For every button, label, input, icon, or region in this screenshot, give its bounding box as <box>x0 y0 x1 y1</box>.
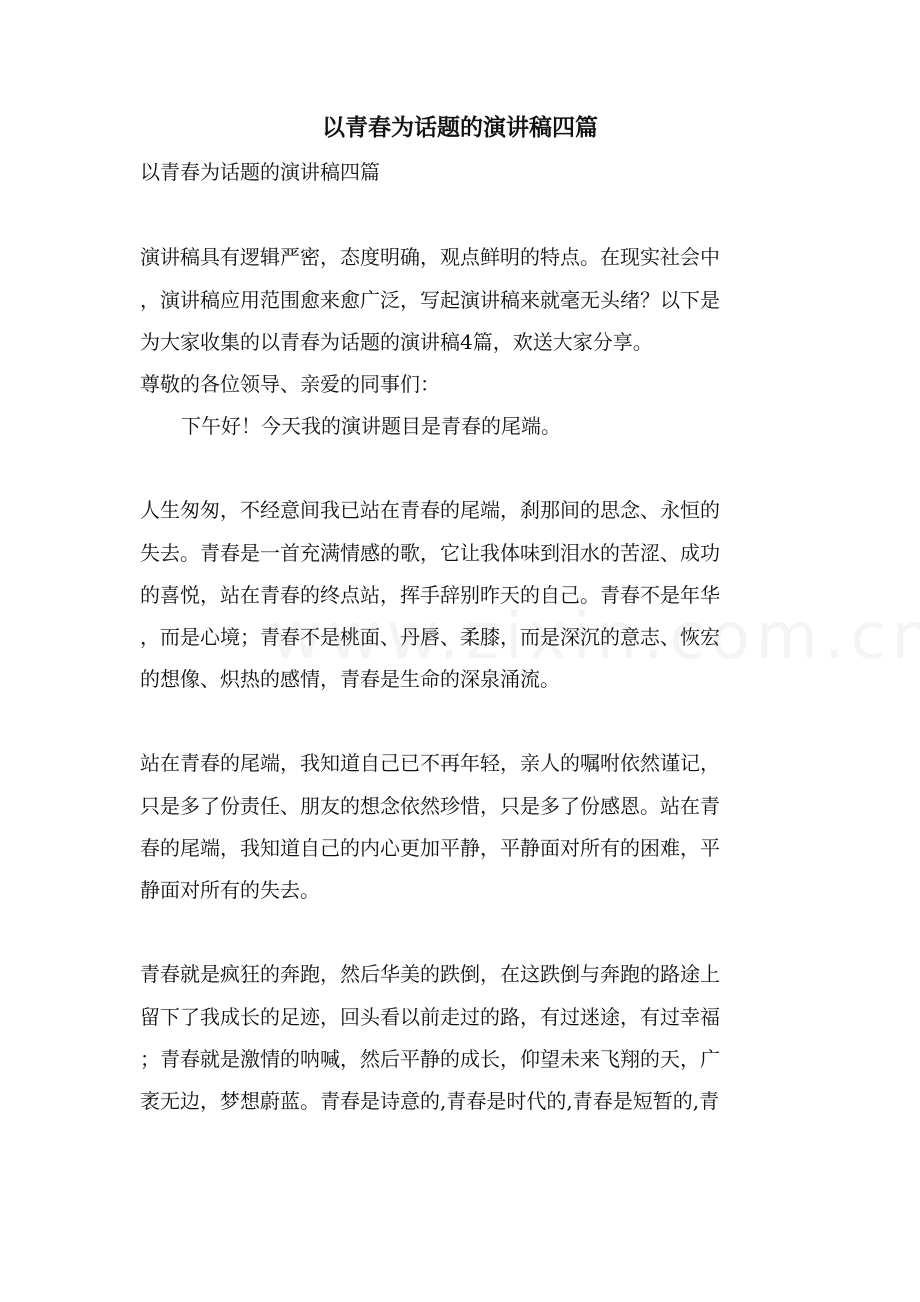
paragraph-line: 春的尾端，我知道自己的内心更加平静，平静面对所有的困难，平 <box>140 836 720 860</box>
paragraph-line: 静面对所有的失去。 <box>140 878 320 902</box>
paragraph-line: 的喜悦，站在青春的终点站，挥手辞别昨天的自己。青春不是年华 <box>140 583 720 607</box>
document-title: 以青春为话题的演讲稿四篇 <box>322 114 598 141</box>
paragraph-line: ，演讲稿应用范围愈来愈广泛，写起演讲稿来就毫无头绪？以下是 <box>140 288 720 312</box>
paragraph-line: 的想像、炽热的感情，青春是生命的深泉涌流。 <box>140 667 560 691</box>
paragraph-line: 人生匆匆，不经意间我已站在青春的尾端，刹那间的思念、永恒的 <box>140 498 720 522</box>
paragraph-line: 青春就是疯狂的奔跑，然后华美的跌倒，在这跌倒与奔跑的路途上 <box>140 962 720 986</box>
paragraph-line: 站在青春的尾端，我知道自己已不再年轻，亲人的嘱咐依然谨记， <box>140 751 720 775</box>
paragraph-line: 失去。青春是一首充满情感的歌，它让我体味到泪水的苦涩、成功 <box>140 541 720 565</box>
paragraph-line: 演讲稿具有逻辑严密，态度明确，观点鲜明的特点。在现实社会中 <box>140 245 720 269</box>
paragraph-line: ，而是心境；青春不是桃面、丹唇、柔膝，而是深沉的意志、恢宏 <box>140 625 720 649</box>
paragraph-line: 为大家收集的以青春为话题的演讲稿4篇，欢送大家分享。 <box>140 330 653 354</box>
paragraph-line: ；青春就是激情的呐喊，然后平静的成长，仰望未来飞翔的天，广 <box>140 1047 720 1071</box>
salutation-line: 尊敬的各位领导、亲爱的同事们： <box>140 372 440 396</box>
paragraph-line: 只是多了份责任、朋友的想念依然珍惜，只是多了份感恩。站在青 <box>140 794 720 818</box>
document-subtitle: 以青春为话题的演讲稿四篇 <box>140 160 380 184</box>
greeting-line: 下午好！今天我的演讲题目是青春的尾端。 <box>181 414 561 438</box>
paragraph-line: 留下了我成长的足迹，回头看以前走过的路，有过迷途，有过幸福 <box>140 1005 720 1029</box>
paragraph-line: 袤无边，梦想蔚蓝。青春是诗意的,青春是时代的,青春是短暂的,青 <box>140 1089 720 1113</box>
